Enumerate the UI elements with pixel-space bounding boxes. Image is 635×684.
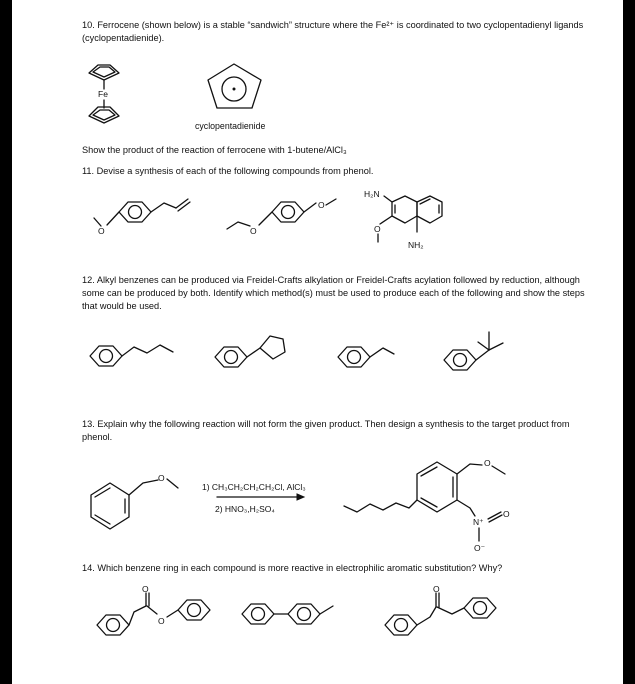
question-11-text: 11. Devise a synthesis of each of the following compounds from phenol. <box>82 166 374 176</box>
q13-starting-material <box>91 473 178 529</box>
q14-o3: O <box>433 584 440 594</box>
q11-compound-3 <box>364 189 442 250</box>
q13-o-start: O <box>158 473 165 483</box>
q12-compound-4 <box>444 332 503 370</box>
q13-nitro-o2: O⁻ <box>474 543 486 553</box>
question-14-text: 14. Which benzene ring in each compound is more reactive in electrophilic aromatic substitution? Why? <box>82 563 503 573</box>
q13-reagent-2: 2) HNO₃,H₂SO₄ <box>215 504 275 514</box>
chemical-structures <box>12 0 623 684</box>
fe-label: Fe <box>98 89 108 99</box>
ferrocene-structure <box>89 65 119 123</box>
q13-nitro-o1: O <box>503 509 510 519</box>
cyclopentadienide-label: cyclopentadienide <box>195 121 266 131</box>
question-10-text: 10. Ferrocene (shown below) is a stable “sandwich” structure where the Fe²⁺ is coordinated to two cyclopentadienyl ligands (cyclopentadienide). <box>82 20 584 43</box>
q14-compound-2 <box>242 604 333 624</box>
q11-o3: O <box>318 200 325 210</box>
q14-compound-1 <box>97 584 210 635</box>
q12-compound-3 <box>338 347 394 367</box>
q11-o2: O <box>250 226 257 236</box>
q11-amine-top: H₂N <box>364 189 380 199</box>
question-10-task: Show the product of the reaction of ferrocene with 1-butene/AlCl₃ <box>82 145 347 155</box>
q13-reagent-1: 1) CH₃CH₂CH₂CH₂Cl, AlCl₃ <box>202 482 306 492</box>
question-13-text: 13. Explain why the following reaction will not form the given product. Then design a synthesis to the target product from phenol. <box>82 419 570 442</box>
q11-o1: O <box>98 226 105 236</box>
q12-compound-1 <box>90 345 173 366</box>
q11-compound-2 <box>227 199 336 236</box>
q11-o4: O <box>374 224 381 234</box>
q14-o2: O <box>158 616 165 626</box>
q14-compound-3 <box>385 584 496 635</box>
q11-compound-1 <box>94 199 190 236</box>
q14-o1: O <box>142 584 149 594</box>
q13-nitrogen: N⁺ <box>473 517 484 527</box>
cyclopentadienide-structure <box>208 64 261 108</box>
worksheet-page <box>12 0 623 684</box>
q13-o-product: O <box>484 458 491 468</box>
question-12-text: 12. Alkyl benzenes can be produced via Freidel-Crafts alkylation or Freidel-Crafts acylation followed by reduction, although some can be produced by both. Identify which method(s) must be used to produce each of the following and show the steps that would be used. <box>82 275 585 311</box>
q11-amine-bottom: NH₂ <box>408 240 424 250</box>
q13-product <box>344 458 510 553</box>
q12-compound-2 <box>215 336 285 367</box>
